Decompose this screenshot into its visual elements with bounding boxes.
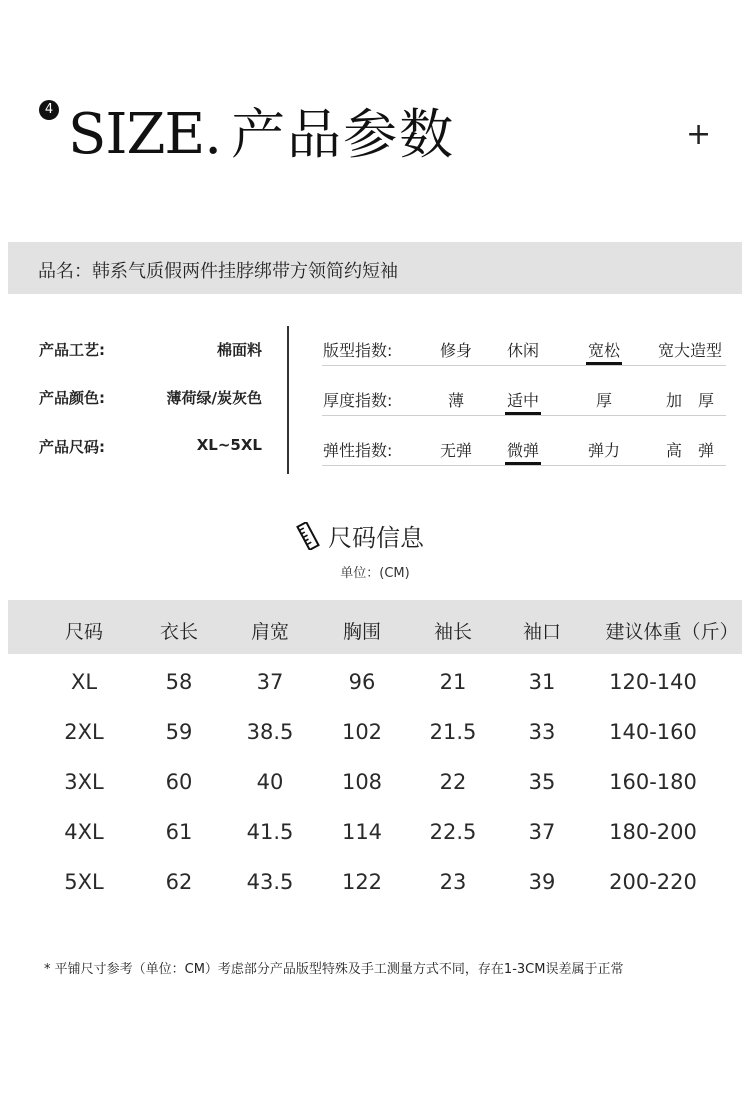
table-cell: 60	[165, 770, 193, 794]
size-info-heading	[296, 518, 424, 553]
column-header: 肩宽	[250, 621, 289, 643]
product-name: 品名：韩系气质假两件挂脖绑带方领简约短袖	[38, 261, 398, 282]
attribute-value: 薄荷绿/炭灰色	[166, 389, 262, 407]
table-cell: 4XL	[64, 820, 104, 844]
index-option: 适中	[506, 391, 539, 410]
table-cell: 122	[341, 870, 383, 894]
column-header: 袖长	[433, 621, 472, 643]
index-option: 加 厚	[665, 391, 714, 410]
index-row-line	[322, 465, 726, 466]
ruler-icon	[296, 522, 320, 550]
page-title-zh: 产品参数	[231, 103, 456, 166]
product-name-bar	[8, 242, 742, 294]
table-cell: 33	[528, 720, 556, 744]
table-header	[8, 600, 742, 654]
table-cell: 22	[439, 770, 467, 794]
column-header: 袖口	[522, 621, 561, 643]
index-label: 版型指数:	[323, 341, 393, 360]
table-row	[0, 670, 750, 700]
index-option: 休闲	[506, 341, 539, 360]
table-cell: 2XL	[64, 720, 104, 744]
attribute-value: 棉面料	[216, 341, 262, 359]
divider	[287, 326, 289, 474]
table-cell: 5XL	[64, 870, 104, 894]
footnote: * 平铺尺寸参考（单位：CM）考虑部分产品版型特殊及手工测量方式不同，存在1-3CM误差属于正常	[44, 962, 624, 977]
plus-icon: +	[686, 117, 712, 152]
table-cell: 58	[165, 670, 193, 694]
table-cell: 180-200	[609, 820, 697, 844]
index-row-line	[322, 415, 726, 416]
table-cell: 120-140	[609, 670, 697, 694]
table-cell: 37	[256, 670, 284, 694]
table-cell: 39	[528, 870, 556, 894]
table-row	[0, 720, 750, 750]
table-cell: 41.5	[246, 820, 294, 844]
column-header: 尺码	[64, 621, 103, 643]
index-row-line	[322, 365, 726, 366]
column-header: 建议体重（斤）	[605, 621, 739, 643]
table-cell: XL	[70, 670, 98, 694]
table-cell: 35	[528, 770, 556, 794]
index-option: 厚	[595, 391, 612, 410]
column-header: 胸围	[342, 621, 381, 643]
size-info-title: 尺码信息	[328, 524, 424, 552]
table-cell: 59	[165, 720, 193, 744]
index-option: 弹力	[587, 441, 620, 460]
index-option: 高 弹	[665, 441, 714, 460]
attribute-label: 产品尺码:	[39, 438, 105, 456]
index-option: 修身	[439, 341, 472, 360]
unit-label: 单位：(CM)	[340, 566, 410, 581]
table-cell: 37	[528, 820, 556, 844]
index-option: 宽松	[587, 341, 620, 360]
table-cell: 40	[256, 770, 284, 794]
table-cell: 114	[341, 820, 383, 844]
column-header: 衣长	[159, 621, 198, 643]
table-row	[0, 870, 750, 900]
table-row	[0, 820, 750, 850]
index-option: 薄	[447, 391, 464, 410]
table-cell: 43.5	[246, 870, 294, 894]
index-option: 无弹	[439, 441, 472, 460]
table-cell: 96	[348, 670, 376, 694]
table-cell: 140-160	[609, 720, 697, 744]
table-cell: 21.5	[429, 720, 477, 744]
table-cell: 22.5	[429, 820, 477, 844]
index-option: 微弹	[506, 441, 539, 460]
table-cell: 200-220	[609, 870, 697, 894]
table-row	[0, 770, 750, 800]
table-cell: 108	[341, 770, 383, 794]
index-label: 厚度指数:	[323, 391, 393, 410]
table-cell: 21	[439, 670, 467, 694]
attribute-value: XL~5XL	[196, 436, 262, 454]
page-title-en: SIZE.	[68, 102, 222, 167]
table-cell: 3XL	[64, 770, 104, 794]
table-cell: 62	[165, 870, 193, 894]
table-cell: 102	[341, 720, 383, 744]
attribute-label: 产品颜色:	[39, 389, 105, 407]
table-cell: 31	[528, 670, 556, 694]
index-option: 宽大造型	[657, 341, 722, 360]
section-number-badge: 4	[39, 100, 59, 120]
table-cell: 23	[439, 870, 467, 894]
table-cell: 160-180	[609, 770, 697, 794]
page-title	[68, 92, 455, 172]
index-label: 弹性指数:	[323, 441, 393, 460]
attribute-label: 产品工艺:	[39, 341, 105, 359]
table-cell: 38.5	[246, 720, 294, 744]
table-cell: 61	[165, 820, 193, 844]
